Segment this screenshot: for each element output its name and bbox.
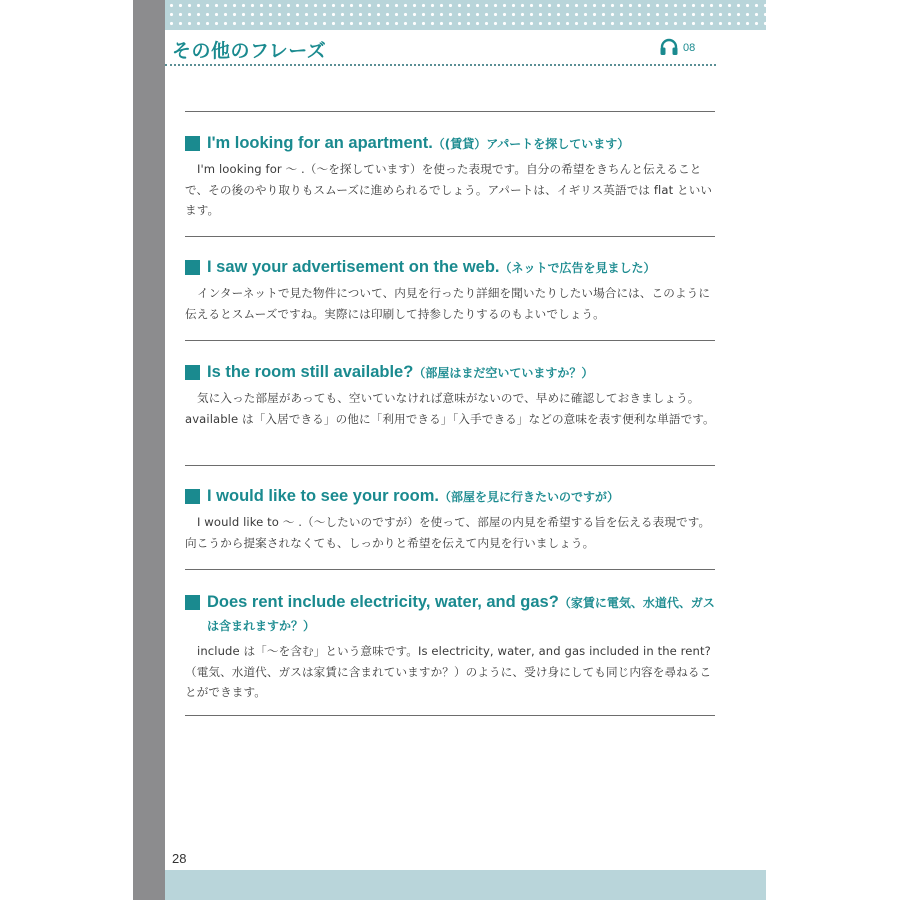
phrase-japanese: （家賃に電気、水道代、ガスは含まれますか？） (207, 596, 715, 633)
phrase-heading (185, 361, 716, 384)
phrase-heading (185, 591, 716, 637)
divider (185, 465, 715, 466)
square-bullet-icon (185, 595, 200, 610)
square-bullet-icon (185, 136, 200, 151)
audio-track[interactable] (659, 38, 695, 58)
divider (185, 569, 715, 570)
side-margin-bar (133, 0, 165, 900)
phrase-item (185, 132, 716, 221)
phrase-item (185, 591, 716, 703)
square-bullet-icon (185, 365, 200, 380)
top-dotted-band (165, 0, 766, 30)
phrase-english: I'm looking for an apartment. (207, 134, 433, 152)
headphones-icon (659, 37, 679, 60)
square-bullet-icon (185, 260, 200, 275)
phrase-english: I would like to see your room. (207, 487, 439, 505)
phrase-japanese: （部屋を見に行きたいのですが） (438, 490, 619, 504)
phrase-english: Is the room still available? (207, 363, 414, 381)
divider (185, 236, 715, 237)
phrase-heading (185, 132, 716, 155)
phrase-japanese: （ネットで広告を見ました） (499, 261, 656, 275)
phrase-explanation: include は「～を含む」という意味です。Is electricity, water, and gas included in the rent?（電気、水道代、ガスは家賃に含まれていますか？）のように、受け身にしても同じ内容を尋ねることができます。 (185, 644, 712, 699)
page (165, 0, 766, 900)
divider (185, 715, 715, 716)
phrase-item (185, 256, 716, 324)
phrase-english: Does rent include electricity, water, and gas? (207, 593, 559, 611)
square-bullet-icon (185, 489, 200, 504)
track-number: 08 (683, 42, 696, 54)
section-title: その他のフレーズ (172, 40, 327, 62)
phrase-explanation: I would like to ～ .（～したいのですが）を使って、部屋の内見を希望する旨を伝える表現です。向こうから提案されなくても、しっかりと希望を伝えて内見を行いましょう。 (185, 515, 711, 550)
phrase-japanese: （(賃貸）アパートを探しています） (432, 137, 630, 151)
phrase-heading (185, 256, 716, 279)
bottom-band (165, 870, 766, 900)
divider (185, 340, 715, 341)
phrase-explanation: 気に入った部屋があっても、空いていなければ意味がないので、早めに確認しておきましょう。available は「入居できる」の他に「利用できる」「入手できる」などの意味を表す便利な単語です。 (185, 391, 715, 426)
phrase-heading (185, 485, 716, 508)
phrase-english: I saw your advertisement on the web. (207, 258, 500, 276)
divider (185, 111, 715, 112)
phrase-explanation: インターネットで見た物件について、内見を行ったり詳細を聞いたりしたい場合には、このように伝えるとスムーズですね。実際には印刷して持参したりするのもよいでしょう。 (185, 286, 711, 321)
phrase-japanese: （部屋はまだ空いていますか？） (413, 366, 594, 380)
header-dotted-rule (165, 64, 716, 66)
phrase-item (185, 361, 716, 429)
page-number: 28 (172, 851, 187, 866)
phrase-item (185, 485, 716, 553)
phrase-explanation: I'm looking for ～ .（～を探しています）を使った表現です。自分の希望をきちんと伝えることで、その後のやり取りもスムーズに進められるでしょう。アパートは、イギリス英語では flat といいます。 (185, 162, 713, 217)
